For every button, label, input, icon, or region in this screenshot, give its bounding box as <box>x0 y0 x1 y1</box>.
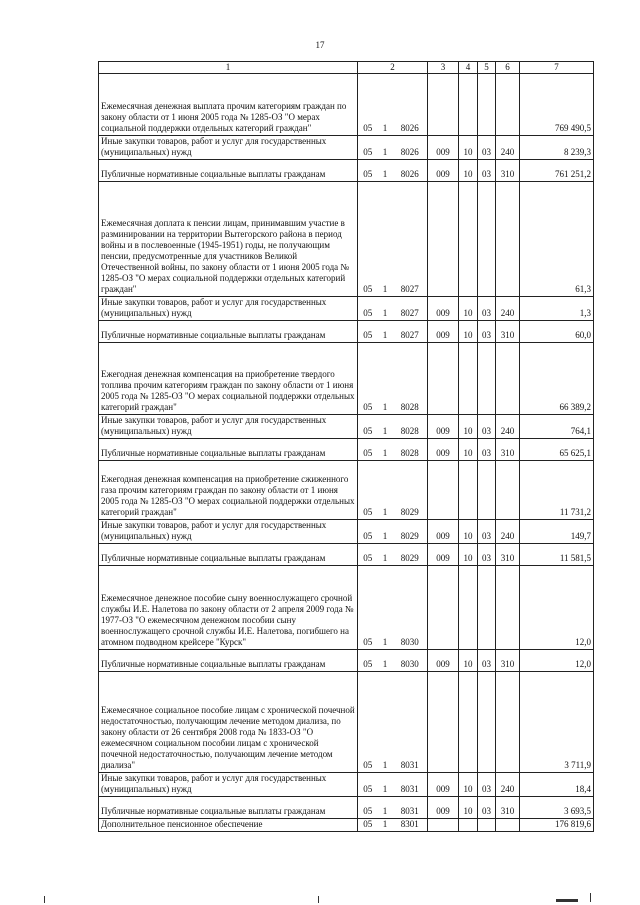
row-code-program: 1 <box>378 415 393 439</box>
row-code-razdel: 10 <box>459 797 478 819</box>
row-code-section: 05 <box>358 182 378 297</box>
row-code-section: 05 <box>358 321 378 343</box>
row-code-section: 05 <box>358 160 378 182</box>
row-code-expense-type: 310 <box>496 439 520 461</box>
row-code-program: 1 <box>378 321 393 343</box>
row-code-target: 8029 <box>393 520 428 544</box>
row-code-section: 05 <box>358 439 378 461</box>
row-code-razdel: 10 <box>459 520 478 544</box>
row-code-ministry: 009 <box>428 136 459 160</box>
row-code-ministry: 009 <box>428 650 459 672</box>
row-amount: 176 819,6 <box>520 819 594 832</box>
row-code-podrazdel <box>478 461 496 520</box>
row-description: Дополнительное пенсионное обеспечение <box>99 819 358 832</box>
row-description: Иные закупки товаров, работ и услуг для государственных (муниципальных) нужд <box>99 297 358 321</box>
table-row <box>99 773 594 797</box>
header-col-4: 4 <box>459 62 478 74</box>
row-code-ministry: 009 <box>428 439 459 461</box>
row-code-podrazdel <box>478 566 496 650</box>
row-code-podrazdel: 03 <box>478 297 496 321</box>
row-code-ministry <box>428 182 459 297</box>
row-code-expense-type: 310 <box>496 544 520 566</box>
row-amount: 12,0 <box>520 566 594 650</box>
table-row <box>99 297 594 321</box>
row-code-program: 1 <box>378 672 393 773</box>
row-code-expense-type: 310 <box>496 650 520 672</box>
row-code-section: 05 <box>358 566 378 650</box>
row-code-expense-type <box>496 566 520 650</box>
row-code-target: 8031 <box>393 797 428 819</box>
table-row <box>99 797 594 819</box>
row-amount: 8 239,3 <box>520 136 594 160</box>
row-code-ministry <box>428 461 459 520</box>
row-code-target: 8027 <box>393 182 428 297</box>
row-code-target: 8028 <box>393 439 428 461</box>
row-code-podrazdel: 03 <box>478 797 496 819</box>
row-code-program: 1 <box>378 566 393 650</box>
row-code-ministry <box>428 566 459 650</box>
row-code-program: 1 <box>378 520 393 544</box>
row-code-podrazdel <box>478 182 496 297</box>
row-code-section: 05 <box>358 74 378 136</box>
row-code-expense-type: 310 <box>496 797 520 819</box>
row-code-podrazdel: 03 <box>478 773 496 797</box>
row-description: Публичные нормативные социальные выплаты гражданам <box>99 160 358 182</box>
row-code-podrazdel <box>478 819 496 832</box>
header-col-6: 6 <box>496 62 520 74</box>
row-code-target: 8026 <box>393 160 428 182</box>
row-code-section: 05 <box>358 544 378 566</box>
row-code-razdel: 10 <box>459 297 478 321</box>
row-amount: 11 731,2 <box>520 461 594 520</box>
table-row <box>99 672 594 773</box>
row-code-section: 05 <box>358 819 378 832</box>
row-code-target: 8028 <box>393 343 428 415</box>
row-code-razdel <box>459 343 478 415</box>
row-amount: 149,7 <box>520 520 594 544</box>
row-code-section: 05 <box>358 672 378 773</box>
row-code-ministry: 009 <box>428 520 459 544</box>
row-code-podrazdel <box>478 672 496 773</box>
row-amount: 761 251,2 <box>520 160 594 182</box>
row-amount: 11 581,5 <box>520 544 594 566</box>
row-code-podrazdel: 03 <box>478 160 496 182</box>
row-code-razdel: 10 <box>459 415 478 439</box>
header-col-7: 7 <box>520 62 594 74</box>
row-code-podrazdel: 03 <box>478 415 496 439</box>
row-amount: 65 625,1 <box>520 439 594 461</box>
row-code-section: 05 <box>358 136 378 160</box>
row-code-program: 1 <box>378 297 393 321</box>
table-row <box>99 343 594 415</box>
table-row <box>99 566 594 650</box>
row-amount: 3 693,5 <box>520 797 594 819</box>
header-col-3: 3 <box>428 62 459 74</box>
scan-mark-center <box>318 896 319 903</box>
row-code-section: 05 <box>358 650 378 672</box>
row-description: Ежемесячное социальное пособие лицам с хронической почечной недостаточностью, получающим лечение методом диализа, по закону области от 26 сентября 2008 года № 1833-ОЗ "О ежемесячном социальном пособии лицам с хронической почечной недостаточностью, получающим лечение методом диализа" <box>99 672 358 773</box>
row-code-expense-type: 310 <box>496 160 520 182</box>
row-code-expense-type <box>496 74 520 136</box>
row-code-podrazdel: 03 <box>478 520 496 544</box>
row-code-ministry: 009 <box>428 297 459 321</box>
row-amount: 1,3 <box>520 297 594 321</box>
table-row <box>99 819 594 832</box>
row-code-ministry <box>428 672 459 773</box>
table-row <box>99 136 594 160</box>
row-code-program: 1 <box>378 343 393 415</box>
budget-table <box>98 61 594 832</box>
table-row <box>99 461 594 520</box>
row-code-program: 1 <box>378 439 393 461</box>
row-code-section: 05 <box>358 520 378 544</box>
row-code-expense-type: 240 <box>496 415 520 439</box>
row-description: Публичные нормативные социальные выплаты гражданам <box>99 797 358 819</box>
row-code-podrazdel: 03 <box>478 544 496 566</box>
row-code-ministry: 009 <box>428 773 459 797</box>
row-code-expense-type: 310 <box>496 321 520 343</box>
table-row <box>99 321 594 343</box>
row-code-expense-type: 240 <box>496 773 520 797</box>
row-code-ministry <box>428 74 459 136</box>
row-code-program: 1 <box>378 819 393 832</box>
row-description: Ежемесячная доплата к пенсии лицам, принимавшим участие в разминировании на территории Вытегорского района в период войны и в послевоенные (1945-1951) годы, не получающим пенсии, предусмотренные для участников Великой Отечественной войны, по закону области от 1 июня 2005 года № 1285-ОЗ "О мерах социальной поддержки отдельных категорий граждан" <box>99 182 358 297</box>
row-code-expense-type <box>496 182 520 297</box>
row-code-program: 1 <box>378 136 393 160</box>
table-row <box>99 650 594 672</box>
row-code-section: 05 <box>358 773 378 797</box>
row-amount: 764,1 <box>520 415 594 439</box>
row-code-ministry <box>428 343 459 415</box>
row-code-expense-type: 240 <box>496 520 520 544</box>
header-col-1: 1 <box>99 62 358 74</box>
row-code-razdel <box>459 461 478 520</box>
page-number: 17 <box>315 40 325 50</box>
row-code-section: 05 <box>358 415 378 439</box>
row-code-target: 8028 <box>393 415 428 439</box>
row-amount: 60,0 <box>520 321 594 343</box>
row-amount: 769 490,5 <box>520 74 594 136</box>
row-code-expense-type <box>496 672 520 773</box>
row-description: Иные закупки товаров, работ и услуг для государственных (муниципальных) нужд <box>99 415 358 439</box>
row-description: Иные закупки товаров, работ и услуг для государственных (муниципальных) нужд <box>99 520 358 544</box>
row-code-ministry: 009 <box>428 321 459 343</box>
table-row <box>99 182 594 297</box>
row-code-program: 1 <box>378 461 393 520</box>
row-code-section: 05 <box>358 461 378 520</box>
row-code-razdel <box>459 819 478 832</box>
row-code-program: 1 <box>378 544 393 566</box>
row-code-target: 8026 <box>393 74 428 136</box>
header-col-2: 2 <box>358 62 428 74</box>
row-code-program: 1 <box>378 797 393 819</box>
scan-mark-right-tick <box>590 893 591 902</box>
row-code-ministry: 009 <box>428 797 459 819</box>
table-row <box>99 439 594 461</box>
row-code-program: 1 <box>378 160 393 182</box>
table-header-row <box>99 62 594 74</box>
row-code-razdel: 10 <box>459 544 478 566</box>
row-code-program: 1 <box>378 650 393 672</box>
table-row <box>99 544 594 566</box>
row-code-ministry <box>428 819 459 832</box>
header-col-5: 5 <box>478 62 496 74</box>
table-row <box>99 74 594 136</box>
row-code-razdel: 10 <box>459 321 478 343</box>
row-code-podrazdel: 03 <box>478 650 496 672</box>
row-code-section: 05 <box>358 297 378 321</box>
row-description: Ежемесячное денежное пособие сыну военнослужащего срочной службы И.Е. Налетова по закону области от 2 апреля 2009 года № 1977-ОЗ "О ежемесячном денежном пособии сыну военнослужащего срочной службы И.Е. Налетова, погибшего на атомном подводном крейсере "Курск" <box>99 566 358 650</box>
row-code-razdel <box>459 74 478 136</box>
row-code-razdel <box>459 672 478 773</box>
row-code-expense-type <box>496 819 520 832</box>
row-description: Публичные нормативные социальные выплаты гражданам <box>99 650 358 672</box>
row-code-podrazdel <box>478 74 496 136</box>
row-code-razdel: 10 <box>459 773 478 797</box>
row-description: Ежегодная денежная компенсация на приобретение сжиженного газа прочим категориям граждан по закону области от 1 июня 2005 года № 1285-ОЗ "О мерах социальной поддержки отдельных категорий граждан" <box>99 461 358 520</box>
row-code-podrazdel <box>478 343 496 415</box>
row-code-podrazdel: 03 <box>478 321 496 343</box>
table-row <box>99 415 594 439</box>
row-amount: 3 711,9 <box>520 672 594 773</box>
row-code-target: 8030 <box>393 650 428 672</box>
row-code-razdel: 10 <box>459 650 478 672</box>
row-code-program: 1 <box>378 773 393 797</box>
table-row <box>99 520 594 544</box>
row-code-podrazdel: 03 <box>478 136 496 160</box>
row-code-target: 8031 <box>393 773 428 797</box>
row-amount: 66 389,2 <box>520 343 594 415</box>
row-description: Иные закупки товаров, работ и услуг для государственных (муниципальных) нужд <box>99 136 358 160</box>
row-description: Ежемесячная денежная выплата прочим категориям граждан по закону области от 1 июня 2005 года № 1285-ОЗ "О мерах социальной поддержки отдельных категорий граждан" <box>99 74 358 136</box>
row-code-target: 8030 <box>393 566 428 650</box>
row-code-expense-type: 240 <box>496 136 520 160</box>
row-amount: 18,4 <box>520 773 594 797</box>
row-code-target: 8027 <box>393 321 428 343</box>
row-code-podrazdel: 03 <box>478 439 496 461</box>
row-description: Публичные нормативные социальные выплаты гражданам <box>99 321 358 343</box>
row-code-target: 8031 <box>393 672 428 773</box>
scan-mark-right <box>556 899 578 902</box>
row-code-target: 8027 <box>393 297 428 321</box>
row-code-razdel: 10 <box>459 136 478 160</box>
row-code-section: 05 <box>358 343 378 415</box>
row-code-razdel <box>459 182 478 297</box>
row-code-program: 1 <box>378 74 393 136</box>
row-code-program: 1 <box>378 182 393 297</box>
row-code-expense-type <box>496 461 520 520</box>
row-code-target: 8026 <box>393 136 428 160</box>
row-code-razdel: 10 <box>459 160 478 182</box>
row-code-ministry: 009 <box>428 160 459 182</box>
row-code-ministry: 009 <box>428 544 459 566</box>
row-code-razdel: 10 <box>459 439 478 461</box>
table-row <box>99 160 594 182</box>
scan-mark-left <box>44 896 45 903</box>
row-description: Публичные нормативные социальные выплаты гражданам <box>99 439 358 461</box>
row-code-ministry: 009 <box>428 415 459 439</box>
row-code-section: 05 <box>358 797 378 819</box>
row-description: Ежегодная денежная компенсация на приобретение твердого топлива прочим категориям граждан по закону области от 1 июня 2005 года № 1285-ОЗ "О мерах социальной поддержки отдельных категорий граждан" <box>99 343 358 415</box>
row-code-expense-type <box>496 343 520 415</box>
row-code-razdel <box>459 566 478 650</box>
row-amount: 61,3 <box>520 182 594 297</box>
row-description: Иные закупки товаров, работ и услуг для государственных (муниципальных) нужд <box>99 773 358 797</box>
row-amount: 12,0 <box>520 650 594 672</box>
row-code-target: 8029 <box>393 544 428 566</box>
row-code-expense-type: 240 <box>496 297 520 321</box>
row-description: Публичные нормативные социальные выплаты гражданам <box>99 544 358 566</box>
row-code-target: 8301 <box>393 819 428 832</box>
row-code-target: 8029 <box>393 461 428 520</box>
